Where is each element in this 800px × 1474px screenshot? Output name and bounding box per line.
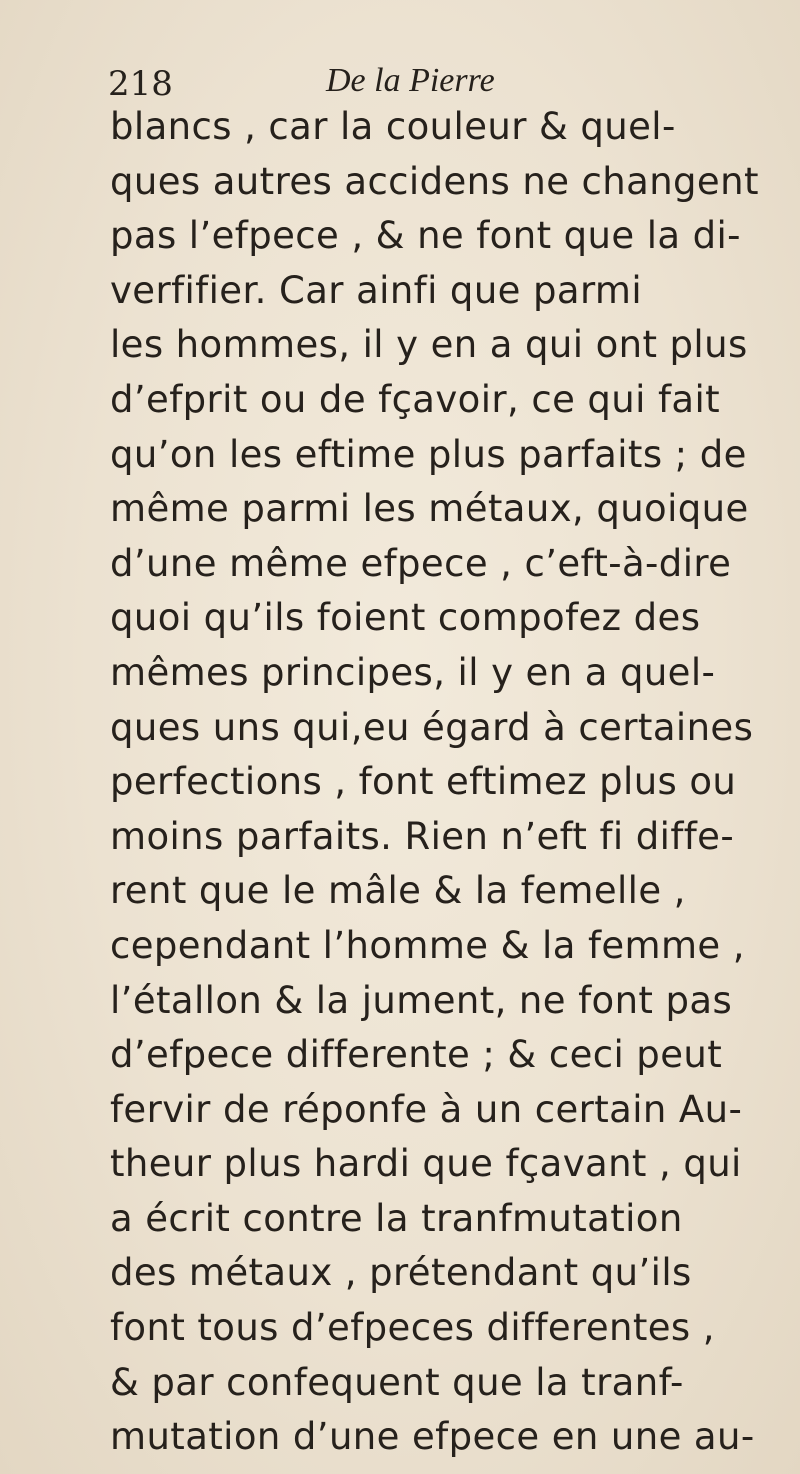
- text-line: d’efpece differente ; & ceci peut: [110, 1033, 723, 1077]
- page-header: [108, 58, 708, 102]
- text-line: & par confequent que la tranf-: [110, 1360, 684, 1404]
- text-line: d’efprit ou de fçavoir, ce qui fait: [110, 377, 721, 421]
- text-line: cependant l’homme & la femme ,: [110, 923, 745, 967]
- text-line: fervir de réponfe à un certain Au-: [110, 1087, 743, 1131]
- text-line: verfifier. Car ainfi que parmi: [110, 268, 643, 312]
- text-line: qu’on les eftime plus parfaits ; de: [110, 432, 747, 476]
- text-line: perfections , font eftimez plus ou: [110, 760, 737, 804]
- text-line: moins parfaits. Rien n’eft fi diffe-: [110, 814, 735, 858]
- text-line: theur plus hardi que fçavant , qui: [110, 1142, 742, 1186]
- running-head: De la Pierre: [326, 62, 495, 99]
- text-line: les hommes, il y en a qui ont plus: [110, 323, 748, 367]
- text-line: rent que le mâle & la femelle ,: [110, 869, 686, 913]
- text-line: pas l’efpece , & ne font que la di-: [110, 214, 741, 258]
- page-number: 218: [108, 64, 173, 104]
- text-line: blancs , car la couleur & quel-: [110, 105, 676, 148]
- text-line: quoi qu’ils foient compofez des: [110, 596, 701, 640]
- text-line: même parmi les métaux, quoique: [110, 487, 749, 531]
- body-text: [110, 100, 770, 1465]
- text-line: d’une même efpece , c’eft-à-dire: [110, 541, 732, 585]
- text-line: ques autres accidens ne changent: [110, 159, 759, 203]
- text-line: l’étallon & la jument, ne font pas: [110, 978, 733, 1022]
- text-line: font tous d’efpeces differentes ,: [110, 1306, 715, 1350]
- text-line: mêmes principes, il y en a quel-: [110, 650, 716, 694]
- text-line: mutation d’une efpece en une au-: [110, 1415, 755, 1459]
- text-line: a écrit contre la tranfmutation: [110, 1196, 683, 1240]
- text-line: des métaux , prétendant qu’ils: [110, 1251, 692, 1295]
- text-line: ques uns qui,eu égard à certaines: [110, 705, 754, 749]
